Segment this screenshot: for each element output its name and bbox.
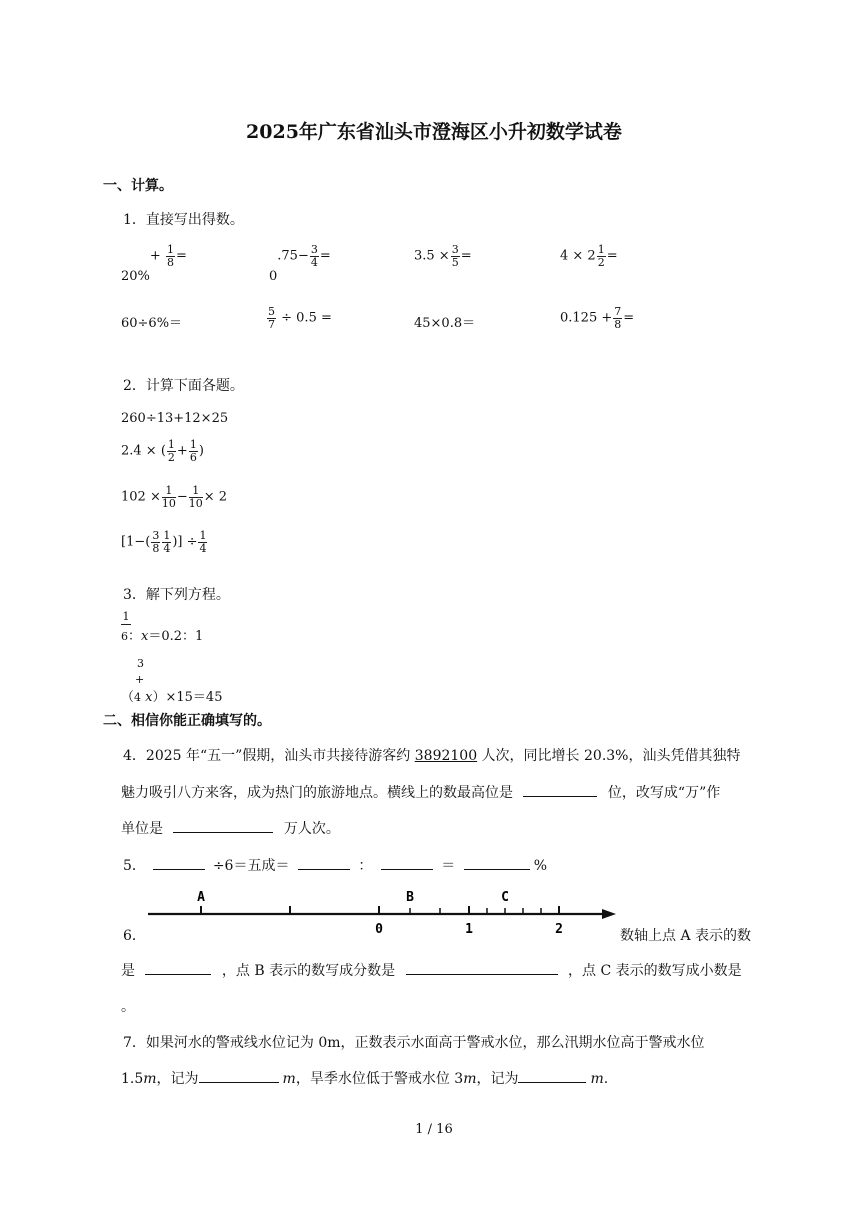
answer-blank[interactable] — [173, 820, 273, 833]
answer-blank[interactable] — [145, 962, 211, 975]
q1-item-4: 4 × 2 $\frac{1}{2}$ = — [560, 243, 618, 269]
answer-blank[interactable] — [153, 857, 205, 870]
tick-label-1: 1 — [465, 922, 473, 937]
fraction: $\frac{1}{4}$ — [163, 529, 171, 555]
q3-equation-1: 1 6：x＝0.2：1 — [121, 610, 204, 644]
number-line — [140, 884, 620, 940]
q1-item-7: 45×0.8＝ — [414, 316, 476, 331]
tick-label-2: 2 — [555, 922, 563, 937]
tick-label-0: 0 — [375, 922, 383, 937]
q7-line-1: 7．如果河水的警戒线水位记为 0m，正数表示水面高于警戒水位，那么汛期水位高于警戒水位 — [123, 1035, 705, 1051]
page-number: 1 / 16 — [415, 1122, 453, 1137]
q4-line-1: 4．2025 年“五一”假期，汕头市共接待游客约 3892100 人次，同比增长 20.3%，汕头凭借其独特 — [123, 748, 741, 764]
q2-label: 2．计算下面各题。 — [123, 378, 244, 394]
q1-item-2: 0.75− $\frac{3}{4}$ = — [269, 243, 331, 284]
q4-line-2: 魅力吸引八方来客，成为热门的旅游地点。横线上的数最高位是 位，改写成“万”作 — [121, 785, 721, 801]
q5-line: 5． ÷6＝五成＝ ： ＝ % — [123, 858, 548, 874]
q1-label: 1．直接写出得数。 — [123, 212, 244, 228]
fraction: $\frac{3}{5}$ — [451, 243, 459, 269]
fraction: $\frac{7}{8}$ — [614, 305, 622, 331]
fraction: $\frac{1}{2}$ — [167, 438, 175, 464]
point-label-a: A — [197, 890, 205, 905]
q2-expr-2: 2.4 × ( $\frac{1}{2}$ + $\frac{1}{6}$ ) — [121, 438, 204, 464]
fraction: $\frac{1}{10}$ — [161, 484, 176, 510]
q6-line-1-tail: 数轴上点 A 表示的数 — [620, 928, 752, 944]
underlined-number: 3892100 — [414, 748, 478, 764]
axis-arrow — [602, 909, 616, 919]
q4-line-3: 单位是 万人次。 — [121, 821, 340, 837]
fraction: $\frac{1}{4}$ — [199, 529, 207, 555]
fraction: $\frac{3}{8}$ — [152, 529, 160, 555]
answer-blank[interactable] — [199, 1070, 279, 1083]
point-label-c: C — [501, 890, 509, 905]
fraction: $\frac{1}{2}$ — [597, 243, 605, 269]
fraction: $\frac{1}{10}$ — [188, 484, 203, 510]
q6-line-3: 。 — [121, 999, 135, 1015]
point-label-b: B — [406, 890, 414, 905]
answer-blank[interactable] — [298, 857, 350, 870]
q2-expr-3: 102 × $\frac{1}{10}$ − $\frac{1}{10}$ × 2 — [121, 484, 228, 510]
section-1-heading: 一、计算。 — [103, 178, 173, 194]
fraction: $\frac{1}{8}$ — [166, 243, 174, 269]
q3-label: 3．解下列方程。 — [123, 587, 230, 603]
q7-line-2: 1.5m，记为 m，旱季水位低于警戒水位 3m，记为 m. — [121, 1071, 609, 1087]
answer-blank[interactable] — [518, 1070, 586, 1083]
q1-item-5: 60÷6%＝ — [121, 316, 183, 331]
answer-blank[interactable] — [523, 784, 597, 797]
section-2-heading: 二、相信你能正确填写的。 — [103, 713, 271, 729]
fraction: $\frac{1}{6}$ — [189, 438, 197, 464]
q1-item-1: 20%+ $\frac{1}{8}$ = — [121, 243, 187, 284]
page-title: 2025年广东省汕头市澄海区小升初数学试卷 — [246, 121, 622, 143]
q1-item-8: 0.125 + $\frac{7}{8}$ = — [560, 305, 635, 331]
answer-blank[interactable] — [464, 857, 530, 870]
answer-blank[interactable] — [406, 962, 558, 975]
q6-label: 6． — [123, 928, 146, 944]
q2-expr-4: [1−( $\frac{3}{8}$ $\frac{1}{4}$ )] ÷ $\frac{1}{4}$ — [121, 529, 207, 555]
q6-line-2: 是 ，点 B 表示的数写成分数是 ，点 C 表示的数写成小数是 — [121, 963, 742, 979]
q1-item-3: 3.5 × $\frac{3}{5}$ = — [414, 243, 472, 269]
q2-expr-1: 260÷13+12×25 — [121, 411, 229, 426]
answer-blank[interactable] — [381, 857, 433, 870]
q1-item-6: $\frac{5}{7}$ ÷ 0.5 = — [268, 305, 332, 331]
fraction: $\frac{3}{4}$ — [310, 243, 318, 269]
q3-equation-2: 3 + （4 x）×15＝45 — [121, 657, 223, 705]
fraction: $\frac{5}{7}$ — [268, 305, 275, 331]
